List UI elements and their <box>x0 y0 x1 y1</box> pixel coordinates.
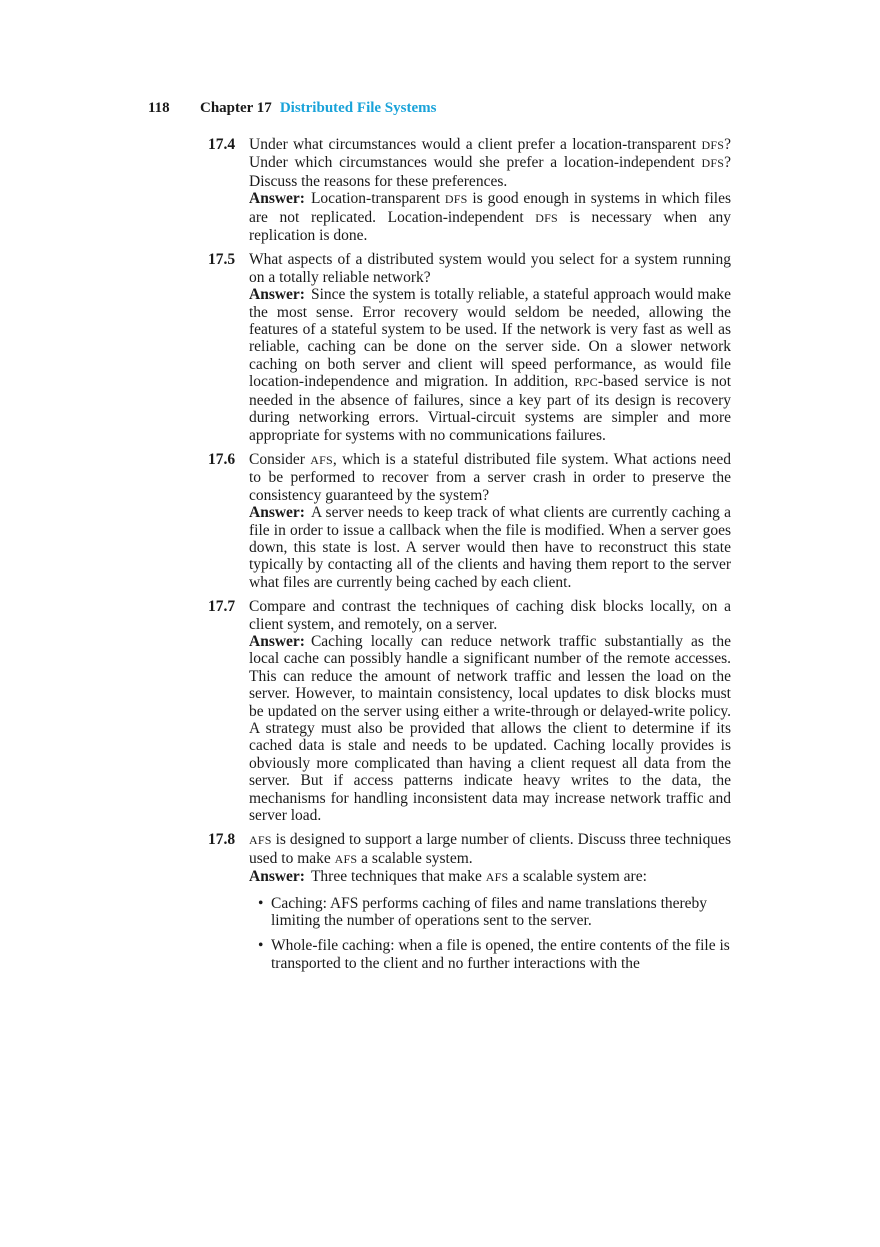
running-header <box>148 100 436 117</box>
exercise-answer: Answer: Location-transparent DFS is good enough in systems in which files are not replicated. Location-independent DFS is necessary when any replication is done. <box>249 190 731 245</box>
answer-label: Answer: <box>249 632 305 650</box>
answer-label: Answer: <box>249 868 305 886</box>
exercise-number: 17.8 <box>208 831 236 849</box>
exercise-17-8 <box>208 831 731 972</box>
exercise-answer: Answer: A server needs to keep track of what clients are currently caching a file in order to issue a callback when the file is modified. When a server goes down, this state is lost. A server would then have to reconstruct this state typically by contacting all of the clients and having them report to the server what files are currently being cached by each client. <box>249 504 731 591</box>
chapter-title: Distributed File Systems <box>279 100 437 116</box>
exercise-answer: Answer: Three techniques that make AFS a scalable system are: <box>249 868 647 886</box>
exercise-17-6 <box>208 451 731 591</box>
bullet-icon: • <box>258 937 264 955</box>
exercise-17-4 <box>208 136 731 244</box>
technique-list <box>249 895 731 973</box>
answer-label: Answer: <box>249 286 305 304</box>
exercise-answer: Answer: Caching locally can reduce network traffic substantially as the local cache can possibly handle a significant number of the remote accesses. This can reduce the amount of network traffic and lessen the load on the server. However, to maintain consistency, local updates to disk blocks must be updated on the server using either a write-through or delayed-write policy. A strategy must also be provided that allows the client to determine if its cached data is stale and needs to be updated. Caching locally provides is obviously more complicated than having a client request all data from the server. But if access patterns indicate heavy writes to the data, the mechanisms for handling inconsistent data may increase network traffic and server load. <box>249 632 731 825</box>
exercise-question: Compare and contrast the techniques of caching disk blocks locally, on a client system, and remotely, on a server. <box>249 598 731 633</box>
exercise-question: AFS is designed to support a large number of clients. Discuss three techniques used to make AFS a scalable system. <box>249 831 732 867</box>
exercise-17-5 <box>208 251 731 443</box>
exercise-number: 17.5 <box>208 251 236 269</box>
exercise-number: 17.7 <box>208 598 236 616</box>
bullet-icon: • <box>258 894 264 912</box>
answer-label: Answer: <box>249 190 305 208</box>
answer-label: Answer: <box>249 504 305 522</box>
exercise-number: 17.4 <box>208 136 236 153</box>
exercise-list <box>208 136 731 980</box>
chapter-label: Chapter 17 <box>200 100 272 116</box>
list-item: • Whole-file caching: when a file is opened, the entire contents of the file is transported to the client and no further interactions with the <box>258 937 730 972</box>
page-number: 118 <box>148 100 170 116</box>
exercise-answer: Answer: Since the system is totally reliable, a stateful approach would make the most sense. Error recovery would seldom be needed, allowing the features of a stateful system to be used. If the network is very fast as well as reliable, caching can be done on the server side. On a slower network caching on both server and client will speed performance, as would file location-independence and migration. In addition, RPC-based service is not needed in the absence of failures, since a key part of its design is recovery during networking errors. Virtual-circuit systems are simpler and more appropriate for systems with no communications failures. <box>249 286 732 444</box>
exercise-question: Consider AFS, which is a stateful distributed file system. What actions need to be performed to recover from a server crash in order to preserve the consistency guaranteed by the system? <box>249 450 732 504</box>
exercise-question: Under what circumstances would a client prefer a location-transparent DFS? Under which circumstances would she prefer a location-independent DFS? Discuss the reasons for these preferences. <box>249 136 731 190</box>
list-item: • Caching: AFS performs caching of files and name translations thereby limiting the number of operations sent to the server. <box>258 894 708 930</box>
exercise-17-7 <box>208 598 731 824</box>
exercise-question: What aspects of a distributed system would you select for a system running on a totally reliable network? <box>249 251 731 286</box>
exercise-number: 17.6 <box>208 450 236 468</box>
